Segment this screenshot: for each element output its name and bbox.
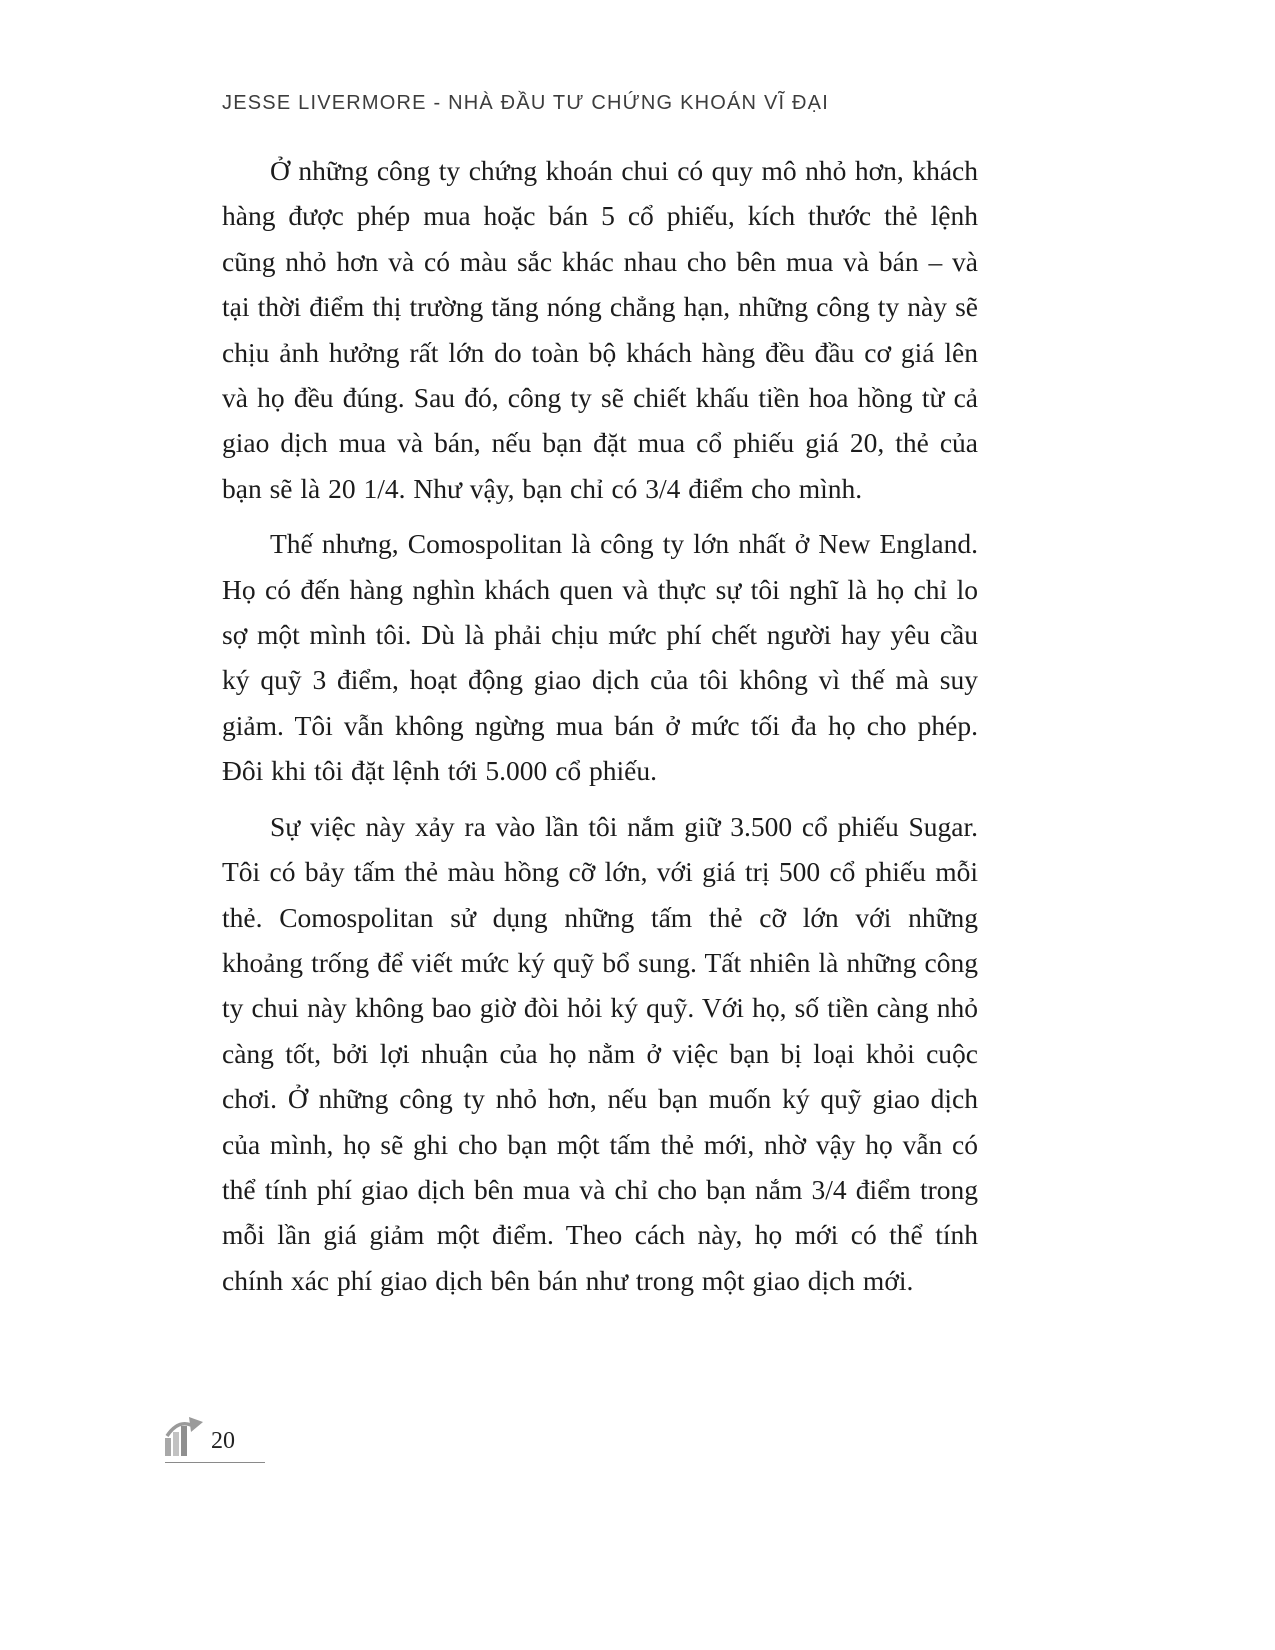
paragraph: Thế nhưng, Comospolitan là công ty lớn nhất ở New England. Họ có đến hàng nghìn khách quen và thực sự tôi nghĩ là họ chỉ lo sợ một mình tôi. Dù là phải chịu mức phí chết người hay yêu cầu ký quỹ 3 điểm, hoạt động giao dịch của tôi không vì thế mà suy giảm. Tôi vẫn không ngừng mua bán ở mức tối đa họ cho phép. Đôi khi tôi đặt lệnh tới 5.000 cổ phiếu. [222, 528, 978, 787]
footer-row [163, 1414, 283, 1458]
running-header: JESSE LIVERMORE - NHÀ ĐẦU TƯ CHỨNG KHOÁN VĨ ĐẠI [222, 92, 829, 114]
paragraph: Ở những công ty chứng khoán chui có quy mô nhỏ hơn, khách hàng được phép mua hoặc bán 5 cổ phiếu, kích thước thẻ lệnh cũng nhỏ hơn và có màu sắc khác nhau cho bên mua và bán – và tại thời điểm thị trường tăng nóng chẳng hạn, những công ty này sẽ chịu ảnh hưởng rất lớn do toàn bộ khách hàng đều đầu cơ giá lên và họ đều đúng. Sau đó, công ty sẽ chiết khấu tiền hoa hồng từ cả giao dịch mua và bán, nếu bạn đặt mua cổ phiếu giá 20, thẻ của bạn sẽ là 20 1/4. Như vậy, bạn chỉ có 3/4 điểm cho mình. [222, 155, 978, 504]
footer-rule [165, 1462, 265, 1463]
paragraph: Sự việc này xảy ra vào lần tôi nắm giữ 3.500 cổ phiếu Sugar. Tôi có bảy tấm thẻ màu hồng cỡ lớn, với giá trị 500 cổ phiếu mỗi thẻ. Comospolitan sử dụng những tấm thẻ cỡ lớn với những khoảng trống để viết mức ký quỹ bổ sung. Tất nhiên là những công ty chui này không bao giờ đòi hỏi ký quỹ. Với họ, số tiền càng nhỏ càng tốt, bởi lợi nhuận của họ nằm ở việc bạn bị loại khỏi cuộc chơi. Ở những công ty nhỏ hơn, nếu bạn muốn ký quỹ giao dịch của mình, họ sẽ ghi cho bạn một tấm thẻ mới, nhờ vậy họ vẫn có thể tính phí giao dịch bên mua và chỉ cho bạn nắm 3/4 điểm trong mỗi lần giá giảm một điểm. Theo cách này, họ mới có thể tính chính xác phí giao dịch bên bán như trong một giao dịch mới. [222, 810, 978, 1296]
page-number: 20 [211, 1428, 235, 1454]
body-text [222, 148, 978, 1313]
chart-logo-icon [163, 1414, 205, 1458]
page-footer [163, 1414, 283, 1463]
